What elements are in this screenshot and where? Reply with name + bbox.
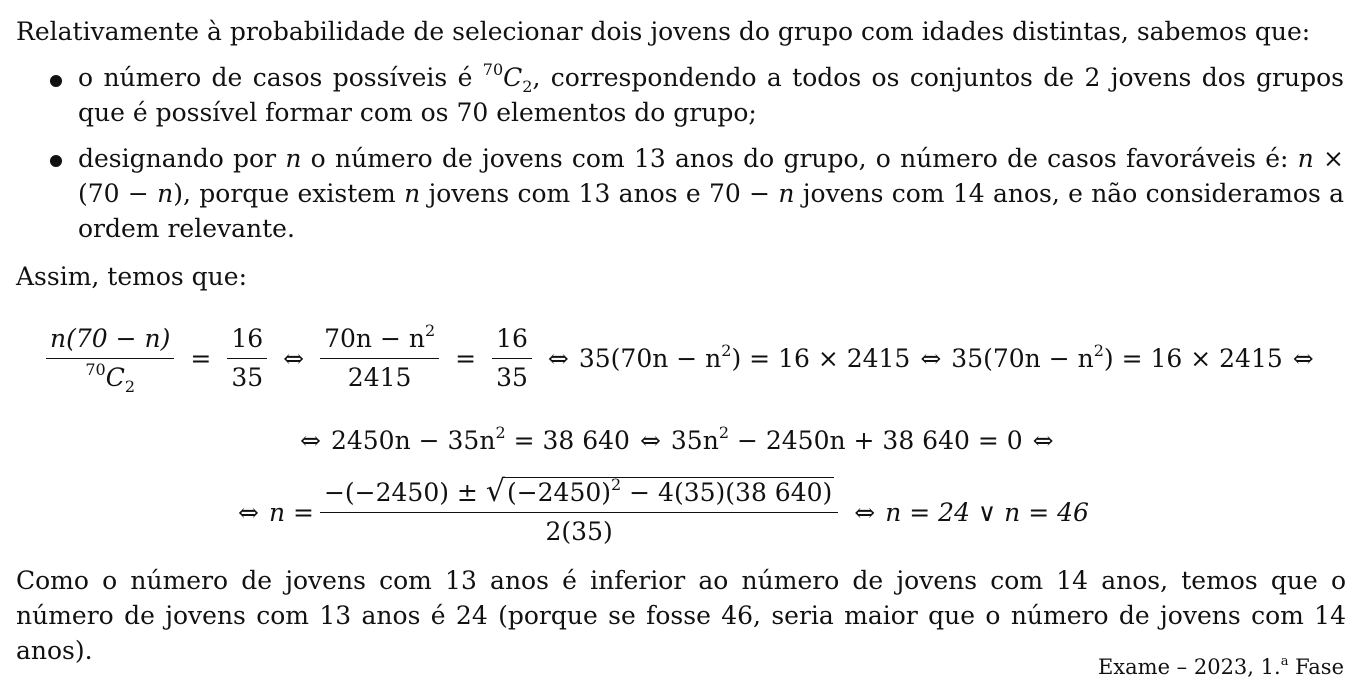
bullet-dot: [50, 155, 62, 167]
step-cross-multiply-repeat: $35(70n - n^2) = 16 \times 2415$: [951, 340, 1283, 373]
quadratic-step-a: $2450n - 35n^2 = 38$ 640: [330, 422, 630, 455]
quadratic-step-b: $35n^2 - 2450n + 38$ 640 = 0: [670, 422, 1023, 455]
fraction-expanded: $\frac{70n - n^2}{2415}$: [320, 324, 439, 393]
bullet-favorable-cases: designando por n o número de jovens com 13 anos do grupo, o número de casos favoráveis é: n × (70 − n), porque existem n jovens com 13 anos e 70 − n jovens com 14 anos, e não consideramos a ordem relevante.: [78, 144, 1345, 243]
quadratic-formula-fraction: −(−2450) ± √ $(-2450)^2 - 4(35)(38$ 640) 2(35): [320, 477, 838, 547]
equation-line-2: ⇔ $2450n - 35n^2 = 38$ 640 ⇔ $35n^2 - 2450n + 38$ 640 = 0 ⇔: [300, 422, 1054, 455]
intro-paragraph: Relativamente à probabilidade de selecionar dois jovens do grupo com idades distintas, sabemos que:: [16, 17, 1311, 46]
equation-line-1: $\frac{n(70 - n)}{^{70}C_2}$ = $\frac{16}{35}$ ⇔ $\frac{70n - n^2}{2415}$ = $\frac{16}{35}$ ⇔ $35(70n - n^2) = 16 \times 2415$ ⇔ $35(70n - n^2) = 16 \times 2415$ ⇔: [40, 322, 1324, 394]
conclusion-paragraph: Como o número de jovens com 13 anos é inferior ao número de jovens com 14 anos, temos que o número de jovens com 13 anos é 24 (porque se fosse 46, seria maior que o número de jovens com 14 anos).: [16, 566, 1346, 665]
equation-line-3: ⇔ n = −(−2450) ± √ $(-2450)^2 - 4(35)(38$ 640) 2(35) ⇔ n = 24 ∨ n = 46: [238, 474, 1089, 546]
bullet-dot: [50, 75, 62, 87]
exam-source: Exame – 2023, 1.$^a$ Fase: [1097, 654, 1344, 679]
square-root: √ $(-2450)^2 - 4(35)(38$ 640): [485, 474, 833, 509]
fraction-16-35: $\frac{16}{35}$: [492, 324, 532, 393]
assim-line: Assim, temos que:: [16, 262, 248, 291]
fraction-16-35: $\frac{16}{35}$: [227, 324, 267, 393]
fraction-favorable-over-possible: $\frac{n(70 - n)}{^{70}C_2}$: [46, 324, 174, 393]
solutions: n = 24 ∨ n = 46: [885, 497, 1089, 527]
step-cross-multiply: $35(70n - n^2) = 16 \times 2415$: [578, 340, 911, 373]
bullet-possible-cases: o número de casos possíveis é $^{70}C_2$, correspondendo a todos os conjuntos de 2 jovens dos grupos que é possível formar com os 70 elementos do grupo;: [78, 60, 1344, 127]
